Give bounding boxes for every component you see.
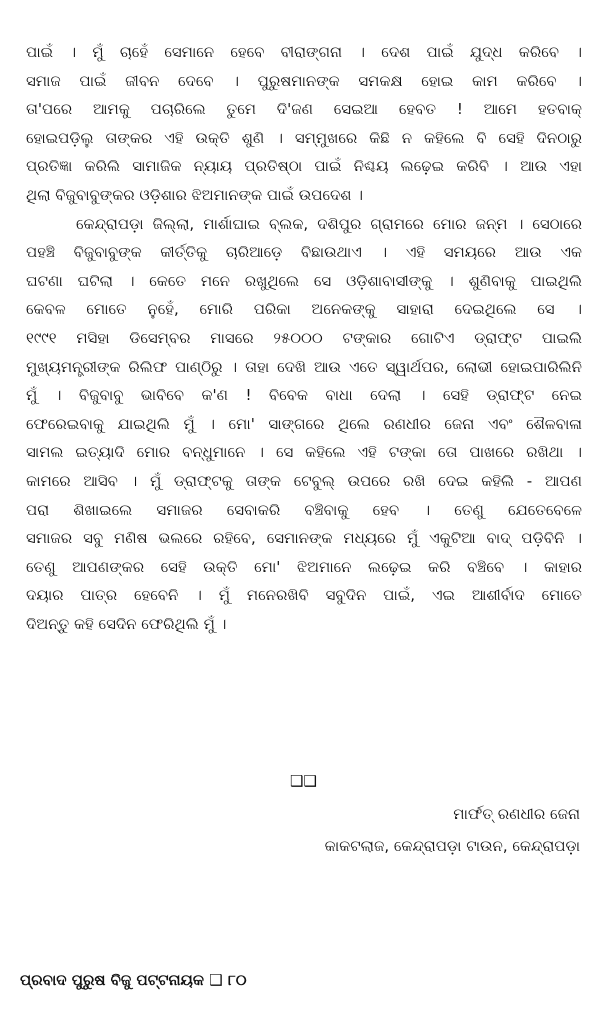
- signature-address: କାକଟଲାଜ, କେନ୍ଦ୍ରାପଡ଼ା ଟାଉନ, କେନ୍ଦ୍ରାପଡ଼ା: [324, 837, 580, 855]
- text-line: ମୁଖ୍ୟମନ୍ତ୍ରୀଙ୍କ ରିଲିଫ ପାଣ୍ଠିରୁ । ତାହା ଦେଖି ଆଉ ଏତେ ସ୍ୱାର୍ଥପର, ଲୋଭୀ ହୋଇପାରିଲିନି: [26, 357, 582, 376]
- text-line: ଫେରେଇବାକୁ ଯାଇଥିଲି ମୁଁ । ମୋ' ସାଙ୍ଗରେ ଥିଲେ ରଣଧୀର ଜେନା ଏବଂ ଶୈଳବାଳା: [26, 414, 582, 433]
- text-line: ସମାଜ ପାଇଁ ଜୀବନ ଦେବେ । ପୁରୁଷମାନଙ୍କ ସମକକ୍ଷ ହୋଇ କାମ କରିବେ ।: [26, 71, 582, 90]
- body-text: [26, 38, 582, 638]
- text-line: ତା'ପରେ ଆମକୁ ପଚାରିଲେ ତୁମେ ଦି'ଜଣ ସେଇଆ ହେବତ ! ଆମେ ହତବାକ୍: [26, 100, 582, 119]
- text-line: ପାଇଁ । ମୁଁ ଚାହେଁ ସେମାନେ ହେବେ ବୀରାଙ୍ଗନା । ଦେଶ ପାଇଁ ଯୁଦ୍ଧ କରିବେ ।: [26, 43, 582, 61]
- text-line: ଦିଅନ୍ତୁ କହି ସେଦିନ ଫେରିଥିଲି ମୁଁ ।: [26, 614, 227, 633]
- text-line: ପହଞ୍ଚି ବିଜୁବାବୁଙ୍କ କୀର୍ତ୍ତିକୁ ଚାରିଆଡ଼େ ବିଛାଉଥାଏ । ଏହି ସମୟରେ ଆଉ ଏକ: [26, 243, 582, 262]
- page-mark: ❑: [209, 971, 223, 989]
- text-line: ଥିଲା ବିଜୁବାବୁଙ୍କର ଓଡ଼ିଶାର ଝିଅମାନଙ୍କ ପାଇଁ ଉପଦେଶ ।: [26, 185, 363, 204]
- page-footer: [20, 968, 247, 992]
- page-number: ୮୦: [227, 971, 247, 989]
- book-title: ପ୍ରବାଦ ପୁରୁଷ ବିଜୁ ପଟ୍ଟନାୟକ: [20, 971, 205, 989]
- text-line: ୧୯୯୧ ମସିହା ଡିସେମ୍ବର ମାସରେ ୨୫୦୦୦ ଟଙ୍କାର ଗୋଟିଏ ଡ୍ରାଫ୍ଟ ପାଇଲି: [26, 328, 582, 347]
- text-line: ମୁଁ । ବିଜୁବାବୁ ଭାବିବେ କ'ଣ ! ବିବେକ ବାଧା ଦେଲା । ସେହି ଡ୍ରାଫ୍ଟ ନେଇ: [26, 386, 582, 405]
- paragraph-start-line: କେନ୍ଦ୍ରାପଡ଼ା ଜିଲ୍ଲା, ମାର୍ଶାଘାଇ ବ୍ଲକ, ଦଶିପୁର ଗ୍ରାମରେ ମୋର ଜନ୍ମ । ସେଠାରେ: [76, 214, 582, 233]
- text-line: ପ୍ରତିଜ୍ଞା କରିଲି ସାମାଜିକ ନ୍ୟାୟ ପ୍ରତିଷ୍ଠା ପାଇଁ ନିଶ୍ଚୟ ଲଢ଼େଇ କରିବି । ଆଉ ଏହା: [26, 157, 582, 176]
- text-line: ହୋଇପଡ଼ିଲୁ ତାଙ୍କର ଏହି ଉକ୍ତି ଶୁଣି । ସମ୍ମୁଖରେ କିଛି ନ କହିଲେ ବି ସେହି ଦିନଠାରୁ: [26, 128, 582, 147]
- section-separator: ❑❑: [290, 772, 317, 790]
- text-line: ତେଣୁ ଆପଣଙ୍କର ସେହି ଉକ୍ତି ମୋ' ଝିଅମାନେ ଲଢ଼େଇ କରି ବଞ୍ଚିବେ । କାହାର: [26, 557, 582, 576]
- signature-block: [325, 798, 580, 862]
- signature-name: ମାର୍ଫତ୍ ରଣଧୀର ଜେନା: [453, 805, 580, 823]
- text-line: କେବଳ ମୋତେ ନୁହେଁ, ମୋରି ପରିକା ଅନେକଙ୍କୁ ସାହାରା ଦେଇଥିଲେ ସେ ।: [26, 300, 582, 319]
- text-line: ଘଟଣା ଘଟିଲା । କେତେ ମନେ ରଖୁଥିଲେ ସେ ଓଡ଼ିଶାବାସୀଙ୍କୁ । ଶୁଣିବାକୁ ପାଇଥିଲି: [26, 271, 582, 290]
- text-line: ଦୟାର ପାତ୍ର ହେବେନି । ମୁଁ ମନେରଖିବି ସବୁଦିନ ପାଇଁ, ଏଇ ଆଶୀର୍ବାଦ ମୋତେ: [26, 586, 582, 605]
- text-line: କାମରେ ଆସିବ । ମୁଁ ଡ୍ରାଫ୍ଟକୁ ତାଙ୍କ ଟେବୁଲ୍ ଉପରେ ରଖି ଦେଇ କହିଲି - ଆପଣ: [26, 471, 582, 490]
- text-line: ସମାଜର ସବୁ ମଣିଷ ଭଲରେ ରହିବେ, ସେମାନଙ୍କ ମଧ୍ୟରେ ମୁଁ ଏକୁଟିଆ ବାଦ୍ ପଡ଼ିବିନି ।: [26, 529, 582, 548]
- text-line: ସାମଲ ଇତ୍ୟାଦି ମୋର ବନ୍ଧୁମାନେ । ସେ କହିଲେ ଏହି ଟଙ୍କା ତୋ ପାଖରେ ରଖିଥା ।: [26, 443, 582, 462]
- text-line: ପରା ଶିଖାଇଲେ ସମାଜର ସେବାକରି ବଞ୍ଚିବାକୁ ହେବ । ତେଣୁ ଯେତେବେଳେ: [26, 500, 582, 519]
